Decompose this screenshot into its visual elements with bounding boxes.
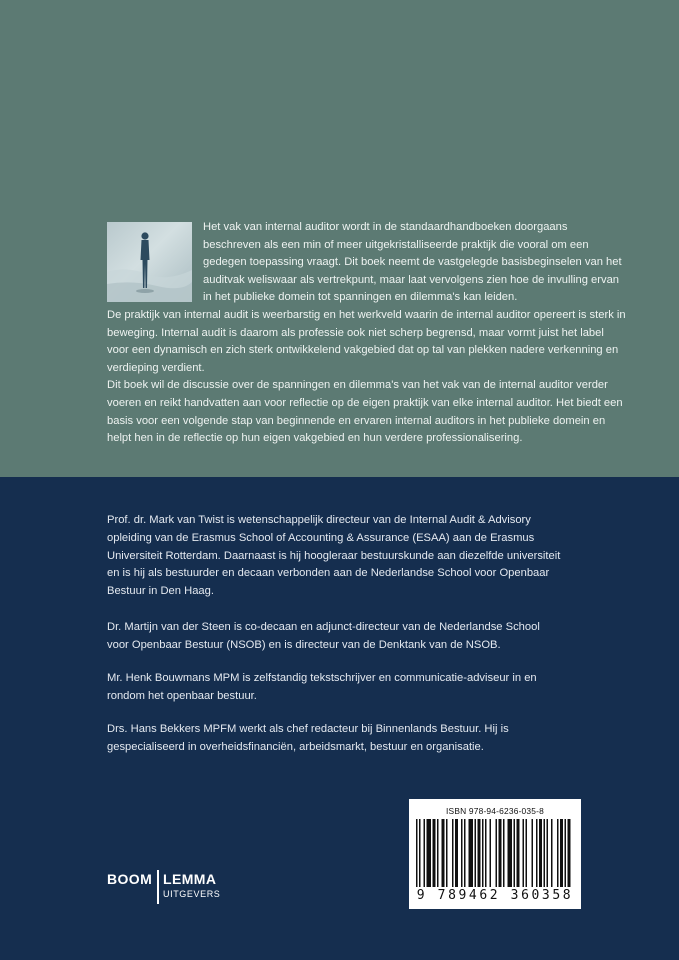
barcode-bar [544,819,546,887]
barcode-bar [464,819,466,887]
logo-lemma: LEMMA [163,871,217,887]
author-bio-bouwmans: Mr. Henk Bouwmans MPM is zelfstandig tekstschrijver en communicatie-adviseur in en rondom het openbaar bestuur. [107,672,537,702]
barcode-bar [490,819,492,887]
logo-uitgevers: UITGEVERS [163,889,221,899]
barcode-bar [478,819,481,887]
barcode-bar [469,819,474,887]
barcode-bar [547,819,549,887]
author-bio-bekkers: Drs. Hans Bekkers MPFM werkt als chef redacteur bij Binnenlands Bestuur. Hij is gespecialiseerd in overheidsfinanciën, arbeidsmarkt, bestuur en organisatie. [107,723,509,753]
author-bio-twist: Prof. dr. Mark van Twist is wetenschappelijk directeur van de Internal Audit & Advisory opleiding van de Erasmus School of Accounting & Assurance (ESAA) aan de Erasmus Universiteit Rotterdam. Daarnaast is hij hoogleraar bestuurskunde aan diezelfde universiteit en is hij als bestuurder en decaan verbonden aan de Nederlandse School voor Openbaar Bestuur in Den Haag. [107,514,561,598]
barcode-bar [427,819,432,887]
author-bio-steen: Dr. Martijn van der Steen is co-decaan en adjunct-directeur van de Nederlandse School voor Openbaar Bestuur (NSOB) en is directeur van de Denktank van de NSOB. [107,621,540,651]
barcode-bar [508,819,513,887]
barcode-bar [455,819,458,887]
blurb-paragraph-2: De praktijk van internal audit is weerbarstig en het werkveld waarin de internal auditor opereert is sterk in beweging. Internal audit is daarom als professie ook niet scherp begrensd, maar vormt juist het label voor een dynamisch en zich sterk ontwikkelend vakgebied dat op tal van plekken nadere verkenning en verdieping verdient. [107,309,626,374]
barcode-bar [461,819,463,887]
blurb-paragraph-3: Dit boek wil de discussie over de spanningen en dilemma's van het vak van de internal auditor verder voeren en reikt handvatten aan voor reflectie op de eigen praktijk van elke internal auditor. Het biedt een basis voor een volgende stap van beginnende en ervaren internal auditors in het publieke domein en helpt hen in de reflectie op hun eigen vakgebied en hun verdere professionalisering. [107,379,623,445]
barcode-bar [503,819,505,887]
barcode-bar [536,819,538,887]
barcode-digits: 9 789462 360358 [416,888,574,903]
barcode-bar [442,819,445,887]
barcode-bar [485,819,487,887]
standing-figure-photo [107,222,192,302]
barcode-bar [551,819,553,887]
barcode-bar [560,819,563,887]
barcode-bar [416,819,418,887]
barcode [409,799,581,909]
logo-boom: BOOM [107,871,153,887]
barcode-bar [565,819,567,887]
barcode-bar [514,819,516,887]
barcode-bar [539,819,542,887]
logo-divider [157,870,159,904]
barcode-bar [424,819,426,887]
barcode-bar [526,819,528,887]
blurb-paragraph-1: Het vak van internal auditor wordt in de standaardhandboeken doorgaans beschreven als een min of meer uitgekristalliseerde praktijk die vooral om een gedegen toepassing vraagt. Dit boek neemt de vastgelegde basisbeginselen van het auditvak weliswaar als vertrekpunt, maar laat vervolgens zien hoe de invulling ervan in het publieke domein tot spanningen en dilemma's kan leiden. [203,221,622,304]
barcode-bar [499,819,502,887]
barcode-bar [452,819,454,887]
barcode-bar [523,819,525,887]
barcode-bar [419,819,421,887]
barcode-bar [475,819,477,887]
barcode-bar [433,819,436,887]
barcode-bar [446,819,448,887]
barcode-bar [568,819,571,887]
barcode-bar [532,819,534,887]
barcode-bar [437,819,439,887]
barcode-bar [482,819,484,887]
barcode-bar [517,819,520,887]
blurb-continuation [107,307,627,448]
isbn-label: ISBN 978-94-6236-035-8 [446,806,544,816]
barcode-bar [496,819,498,887]
barcode-bars [416,819,574,887]
barcode-bar [557,819,559,887]
